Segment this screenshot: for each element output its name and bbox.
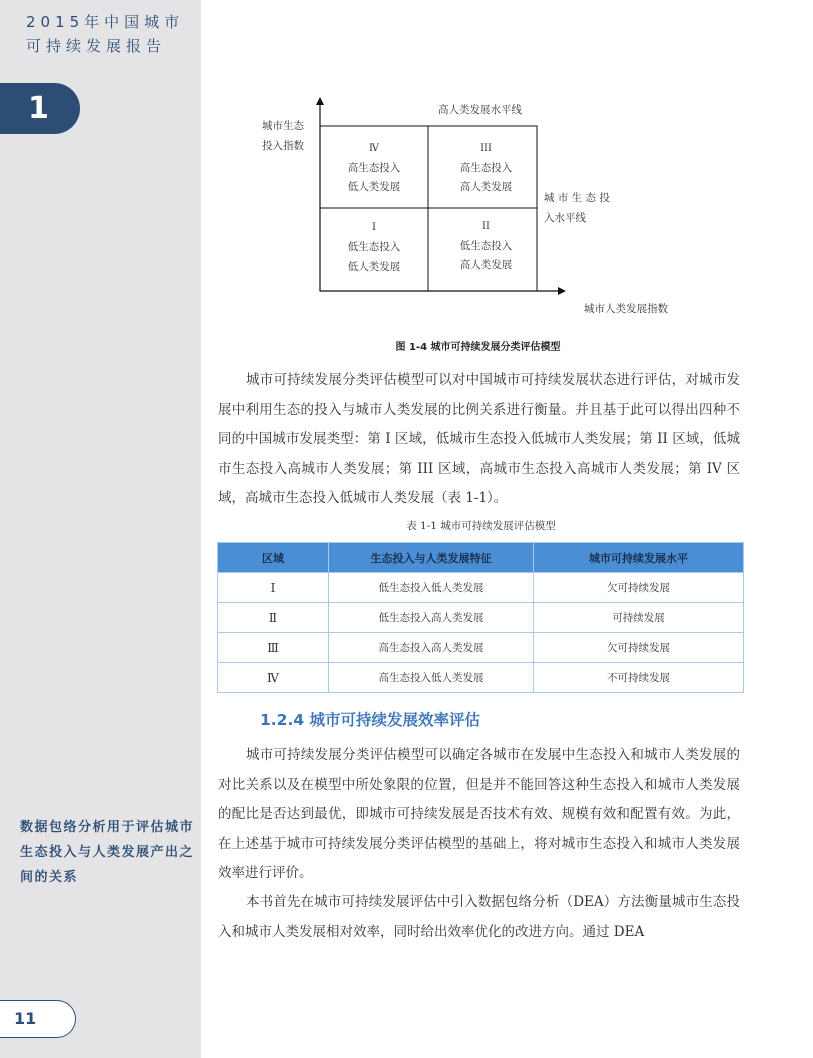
cell-region: Ⅰ <box>218 573 329 603</box>
chapter-number-tab: 1 <box>0 83 80 134</box>
quadrant-3-numeral: III <box>480 143 492 154</box>
top-line-label: 高人类发展水平线 <box>438 104 522 116</box>
cell-level: 欠可持续发展 <box>534 633 744 663</box>
sidebar <box>0 0 201 1058</box>
page-number: 11 <box>0 1000 76 1038</box>
x-axis-label: 城市人类发展指数 <box>584 303 668 315</box>
paragraph-classification: 城市可持续发展分类评估模型可以对中国城市可持续发展状态进行评估，对城市发展中利用生态的投入与城市人类发展的比例关系进行衡量。并且基于此可以得出四种不同的中国城市发展类型：第 I 区域，低城市生态投入低城市人类发展；第 II 区域，低城市生态投入高城市人类发展；第 III 区域，高城市生态投入高城市人类发展；第 IV 区域，高城市生态投入低城市人类发展（表 1-1）。 <box>218 372 740 506</box>
quadrant-4-line2: 低人类发展 <box>347 181 401 193</box>
quadrant-3-line1: 高生态投入 <box>459 162 513 174</box>
cell-feature: 高生态投入低人类发展 <box>329 663 534 693</box>
y-axis-label-1: 城市生态 <box>262 120 304 132</box>
side-note: 数据包络分析用于评估城市生态投入与人类发展产出之间的关系 <box>20 820 195 885</box>
quadrant-2-numeral: II <box>482 221 490 232</box>
quadrant-4-numeral: Ⅳ <box>369 143 379 154</box>
table-row <box>218 603 744 633</box>
quadrant-2-line1: 低生态投入 <box>459 240 513 252</box>
quadrant-1-line2: 低人类发展 <box>347 261 401 273</box>
table-row <box>218 633 744 663</box>
cell-region: Ⅳ <box>218 663 329 693</box>
quadrant-1-numeral: I <box>372 222 376 233</box>
cell-level: 不可持续发展 <box>534 663 744 693</box>
quadrant-1-line1: 低生态投入 <box>347 241 401 253</box>
paragraph-dea: 本书首先在城市可持续发展评估中引入数据包络分析（DEA）方法衡量城市生态投入和城市人类发展相对效率，同时给出效率优化的改进方向。通过 DEA <box>218 894 740 940</box>
evaluation-table <box>217 542 744 693</box>
y-axis-arrow <box>316 97 324 105</box>
quadrant-2-line2: 高人类发展 <box>459 259 513 271</box>
cell-region: Ⅲ <box>218 633 329 663</box>
report-title: 2015年中国城市可持续发展报告 <box>26 13 185 55</box>
header-region: 区域 <box>218 543 329 573</box>
cell-level: 可持续发展 <box>534 603 744 633</box>
table-row <box>218 573 744 603</box>
quadrant-3-line2: 高人类发展 <box>459 181 513 193</box>
cell-region: Ⅱ <box>218 603 329 633</box>
x-axis-arrow <box>558 287 566 295</box>
table-caption: 表 1-1 城市可持续发展评估模型 <box>406 520 556 532</box>
right-line-label-1: 城 市 生 态 投 <box>544 192 610 204</box>
paragraph-efficiency: 城市可持续发展分类评估模型可以确定各城市在发展中生态投入和城市人类发展的对比关系以及在模型中所处象限的位置，但是并不能回答这种生态投入和城市人类发展的配比是否达到最优，即城市可持续发展是否技术有效、规模有效和配置有效。为此，在上述基于城市可持续发展分类评估模型的基础上，将对城市生态投入和城市人类发展效率进行评价。 <box>218 747 740 881</box>
cell-feature: 高生态投入高人类发展 <box>329 633 534 663</box>
figure-caption: 图 1-4 城市可持续发展分类评估模型 <box>395 342 561 353</box>
cell-feature: 低生态投入高人类发展 <box>329 603 534 633</box>
header-feature: 生态投入与人类发展特征 <box>329 543 534 573</box>
right-line-label-2: 入水平线 <box>544 212 586 224</box>
header-level: 城市可持续发展水平 <box>534 543 744 573</box>
quadrant-4-line1: 高生态投入 <box>347 162 401 174</box>
cell-level: 欠可持续发展 <box>534 573 744 603</box>
table-row <box>218 663 744 693</box>
section-heading: 1.2.4 城市可持续发展效率评估 <box>260 711 481 729</box>
quadrant-diagram <box>250 95 690 325</box>
cell-feature: 低生态投入低人类发展 <box>329 573 534 603</box>
table-header-row <box>218 543 744 573</box>
y-axis-label-2: 投入指数 <box>262 140 304 152</box>
